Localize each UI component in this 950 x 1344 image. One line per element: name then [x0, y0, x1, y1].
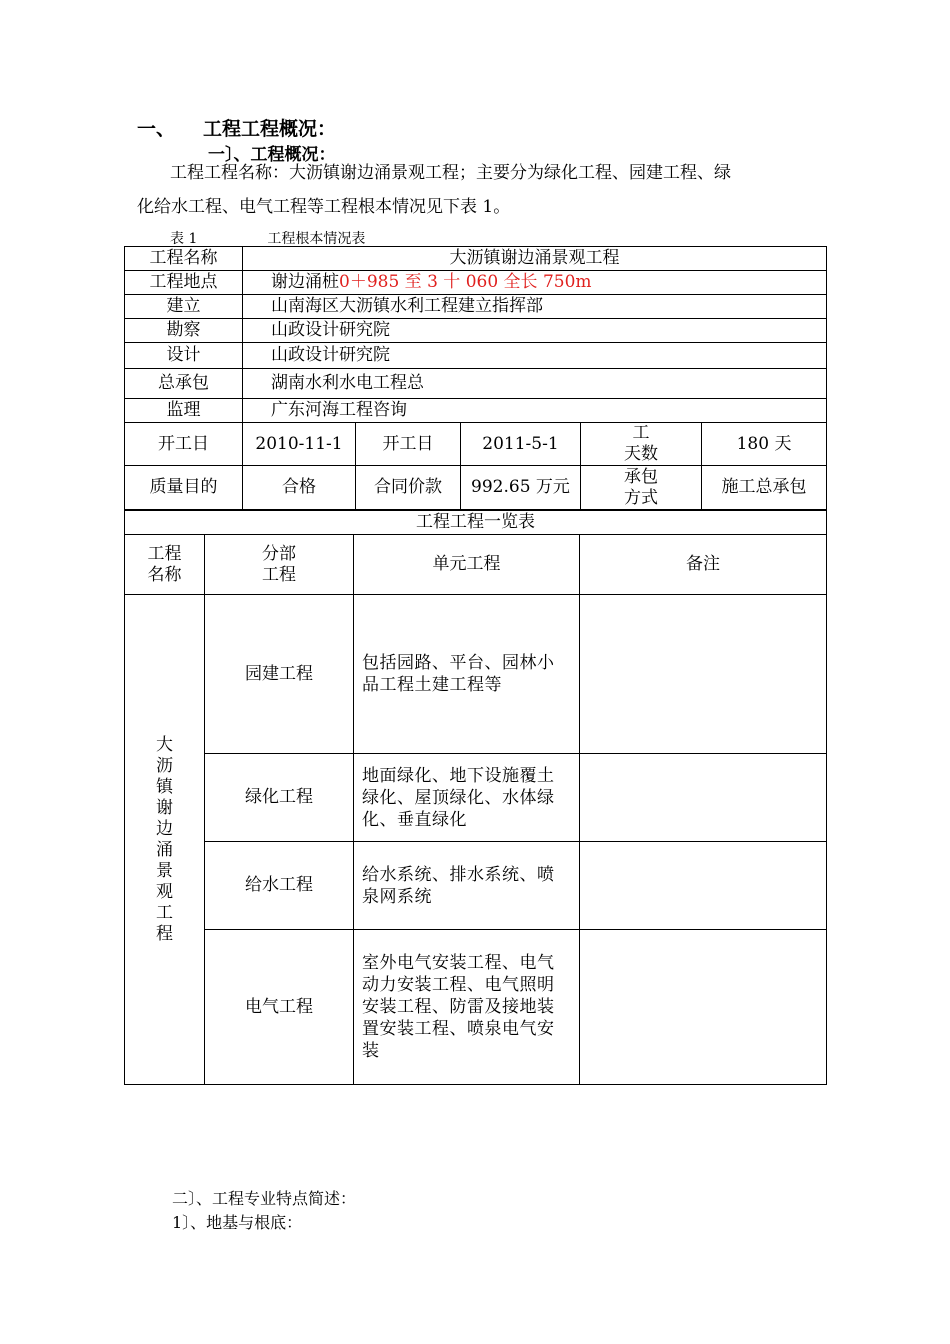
price-label: 合同价款 — [356, 466, 461, 510]
info-value: 大沥镇谢边涌景观工程 — [243, 247, 827, 271]
table-row — [125, 754, 827, 842]
days-label-line-1: 工 — [632, 423, 650, 443]
sub-item-unit: 给水系统、排水系统、喷泉网系统 — [354, 842, 580, 930]
section-number: 一、 — [137, 118, 176, 140]
info-label: 建立 — [125, 295, 243, 319]
info-label: 总承包 — [125, 369, 243, 399]
quality-label: 质量目的 — [125, 466, 243, 510]
sub-item-name: 电气工程 — [205, 930, 354, 1085]
sub-item-unit: 室外电气安装工程、电气动力安装工程、电气照明安装工程、防雷及接地装置安装工程、喷泉电气安装 — [354, 930, 580, 1085]
info-value: 山南海区大沥镇水利工程建立指挥部 — [243, 295, 827, 319]
section-title: 工程工程概况： — [203, 118, 337, 140]
project-name-vertical: 大沥镇谢边涌景观工程 — [156, 734, 173, 944]
info-row-location — [125, 271, 827, 295]
sub-item-unit: 包括园路、平台、园林小品工程土建工程等 — [354, 595, 580, 754]
price-value: 992.65 万元 — [461, 466, 581, 510]
header-unit: 单元工程 — [354, 535, 580, 595]
table-row — [125, 930, 827, 1085]
days-label — [581, 423, 702, 466]
project-name-cell — [125, 595, 205, 1085]
list-title-row — [125, 511, 827, 535]
project-list-table — [124, 510, 827, 1085]
mode-label-line-1: 承包 — [624, 466, 658, 487]
sub-item-remark — [580, 842, 827, 930]
sub-item-name: 给水工程 — [205, 842, 354, 930]
info-value: 广东河海工程咨询 — [243, 399, 827, 423]
info-row-owner — [125, 295, 827, 319]
mode-value: 施工总承包 — [702, 466, 827, 510]
info-row-survey — [125, 319, 827, 343]
quality-row — [125, 466, 827, 510]
end-value: 2011-5-1 — [461, 423, 581, 466]
mode-label-line-2: 方式 — [624, 487, 658, 508]
start-label: 开工日 — [125, 423, 243, 466]
location-prefix: 谢边涌桩 — [271, 272, 339, 292]
info-value: 山政设计研究院 — [243, 343, 827, 369]
header-project-text: 工程名称 — [147, 543, 182, 585]
end-label: 开工日 — [356, 423, 461, 466]
section-heading — [137, 114, 336, 141]
header-sub-line-2: 工程 — [262, 564, 296, 585]
list-title: 工程工程一览表 — [125, 511, 827, 535]
info-label: 工程名称 — [125, 247, 243, 271]
sub-item-unit: 地面绿化、地下设施覆土绿化、屋顶绿化、水体绿化、垂直绿化 — [354, 754, 580, 842]
table-row — [125, 842, 827, 930]
sub-item-name: 园建工程 — [205, 595, 354, 754]
location-range: 0＋985 至 3 十 060 全长 750m — [339, 272, 592, 292]
days-label-line-2: 天数 — [624, 444, 658, 464]
subsection-1-heading: 1〕、地基与根底： — [172, 1213, 303, 1232]
table-row — [125, 595, 827, 754]
info-label: 工程地点 — [125, 271, 243, 295]
header-remark: 备注 — [580, 535, 827, 595]
start-value: 2010-11-1 — [243, 423, 356, 466]
info-value: 湖南水利水电工程总 — [243, 369, 827, 399]
info-row-name — [125, 247, 827, 271]
info-table — [124, 246, 827, 510]
intro-line-2: 化给水工程、电气工程等工程根本情况见下表 1。 — [137, 197, 511, 217]
table-number: 表 1 — [170, 231, 198, 247]
days-value: 180 天 — [702, 423, 827, 466]
info-row-design — [125, 343, 827, 369]
info-value: 山政设计研究院 — [243, 319, 827, 343]
info-label: 勘察 — [125, 319, 243, 343]
info-label: 设计 — [125, 343, 243, 369]
table-caption — [170, 228, 365, 248]
schedule-row — [125, 423, 827, 466]
sub-item-name: 绿化工程 — [205, 754, 354, 842]
info-row-supervisor — [125, 399, 827, 423]
sub-item-remark — [580, 930, 827, 1085]
section-2-heading: 二〕、工程专业特点简述： — [172, 1189, 357, 1208]
info-row-contractor — [125, 369, 827, 399]
intro-line-1: 工程工程名称：大沥镇谢边涌景观工程；主要分为绿化工程、园建工程、绿 — [170, 163, 731, 183]
sub-item-remark — [580, 595, 827, 754]
header-project — [125, 535, 205, 595]
header-sub-line-1: 分部 — [262, 543, 296, 564]
list-header-row — [125, 535, 827, 595]
sub-item-remark — [580, 754, 827, 842]
quality-value: 合格 — [243, 466, 356, 510]
table-title: 工程根本情况表 — [267, 231, 366, 247]
info-label: 监理 — [125, 399, 243, 423]
mode-label — [581, 466, 702, 510]
header-sub — [205, 535, 354, 595]
info-value — [243, 271, 827, 295]
subsection-heading: 一〕、工程概况： — [208, 145, 336, 165]
